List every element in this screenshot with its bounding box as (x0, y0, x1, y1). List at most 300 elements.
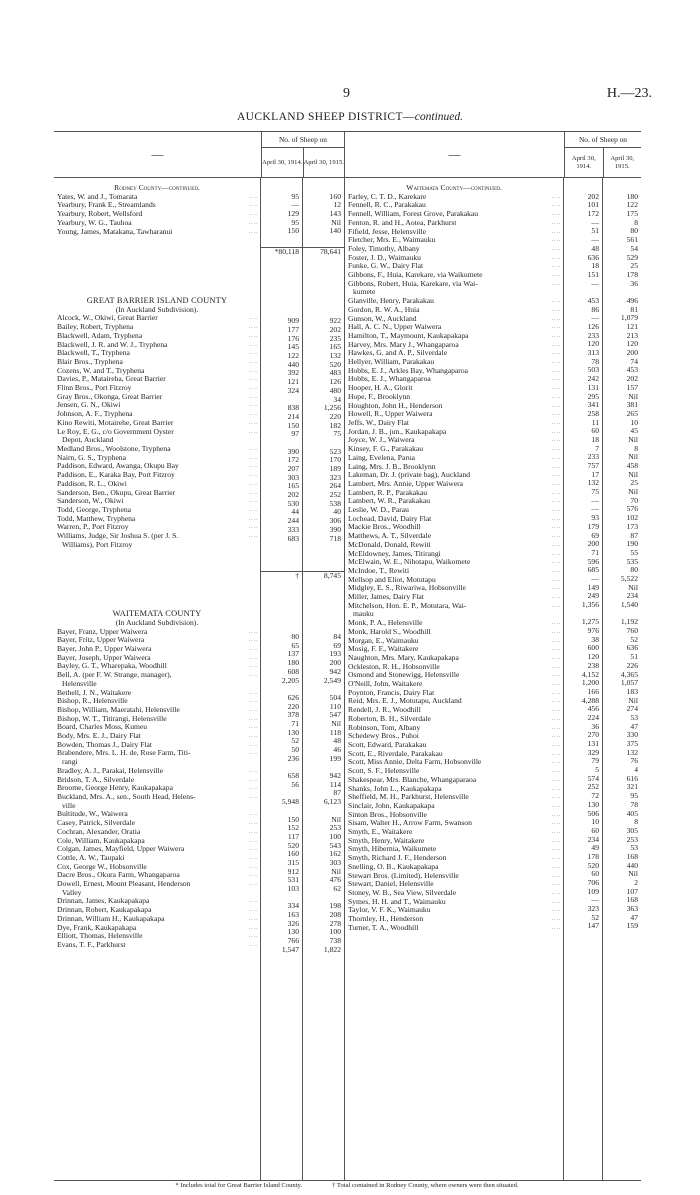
table-row (54, 506, 260, 515)
sheep-1915: 51 (630, 652, 638, 662)
owner-name: Smyth, Henry, Waitakere (348, 836, 425, 845)
county-heading: Rodney County—continued. (114, 183, 200, 192)
owner-name: Sinclair, John, Kaukapakapa (348, 801, 435, 810)
sheep-1915: 738 (329, 936, 341, 946)
sheep-1915: 189 (329, 464, 341, 473)
footnote-dagger: † Total contained in Rodney County, where owners were then situated. (332, 1182, 519, 1189)
sheep-1914: 238 (587, 660, 599, 670)
sheep-1915: 74 (630, 356, 638, 366)
spacer (303, 274, 344, 283)
sheep-1915: 440 (626, 860, 638, 870)
sheep-count-header: No. of Sheep on (565, 132, 641, 148)
spacer (303, 265, 344, 274)
sheep-1915: 157 (626, 382, 638, 392)
owner-name: Roberton, B. H., Silverdale (348, 714, 431, 723)
leader-dots: .. .. (248, 532, 257, 540)
leader-dots: .. .. (551, 749, 560, 757)
owner-name: Evans, T. F., Parkhurst (57, 940, 126, 949)
table-row (345, 489, 563, 498)
leader-dots: .. .. (551, 897, 560, 905)
sheep-1914 (261, 543, 302, 552)
sheep-1915: 80 (630, 226, 638, 236)
owner-name: Bayer, Fritz, Upper Waiwera (57, 636, 145, 645)
sheep-1915: 330 (626, 730, 638, 740)
table-row (345, 402, 563, 411)
table-row (345, 471, 563, 480)
sheep-1915: 121 (626, 322, 638, 331)
sheep-1915: 126 (329, 377, 341, 387)
sheep-1915: 47 (630, 912, 638, 922)
leader-dots: .. .. (551, 271, 560, 279)
sheep-1915: 6,123 (323, 797, 341, 807)
sheep-1914: 324 (287, 385, 299, 395)
owner-name: Bishop, W. T., Titirangi, Helensville (57, 714, 167, 723)
owner-name: Cottle, A. W., Taupaki (57, 853, 125, 862)
spacer (303, 598, 344, 607)
sheep-1914: 636 (587, 252, 599, 262)
leader-dots: .. .. (551, 645, 560, 653)
owner-name: McEldowney, James, Titirangi (348, 549, 441, 558)
sheep-1915: 561 (626, 235, 638, 245)
sheep-1914: 149 (587, 582, 599, 592)
table-row (345, 637, 563, 646)
sheep-1915: 323 (329, 472, 341, 482)
owner-name: Lambert, Mrs. Annie, Upper Waiwera (348, 479, 464, 488)
owner-name: Flinn Bros., Port Fitzroy (57, 384, 132, 393)
sheep-count-header: No. of Sheep on (262, 132, 344, 148)
sheep-1914: 757 (587, 461, 599, 470)
leader-dots: .. .. (248, 227, 257, 235)
sheep-1915: 8 (634, 817, 638, 827)
table-row (54, 428, 260, 437)
sheep-1914: 313 (587, 348, 599, 358)
owner-name: Hamilton, T., Maymount, Kaukapakapa (348, 331, 469, 340)
owner-name: Hooper, H. A., Glorit (348, 384, 413, 393)
sheep-1915: 175 (626, 209, 638, 219)
sheep-1914: 150 (287, 420, 299, 430)
sheep-1915: 538 (329, 498, 341, 508)
leader-dots: .. .. (551, 445, 560, 453)
leader-dots: .. .. (551, 436, 560, 444)
owner-name: Sanderson, W., Okiwi (57, 497, 124, 506)
sheep-1914: 145 (287, 342, 299, 352)
table-row (54, 932, 260, 941)
sheep-1915: 75 (333, 429, 341, 439)
sheep-1915: 132 (626, 747, 638, 757)
table-row (345, 724, 563, 733)
leader-dots: .. .. (551, 775, 560, 783)
sheep-1915: 25 (630, 261, 638, 271)
spacer (261, 274, 302, 283)
sheep-1915: Nil (628, 452, 638, 462)
sheep-1915: 2 (634, 878, 638, 887)
owner-name: Thornley, H., Henderson (348, 915, 424, 924)
leader-dots: .. .. (551, 923, 560, 931)
owner-name: Buckland, Mrs. A., sen., South Head, Helens- (57, 793, 196, 801)
owner-name: Gibbons, F., Huia, Karekare, via Waikumete (348, 271, 483, 280)
sheep-1914: 72 (591, 791, 599, 801)
sheep-1914: 65 (291, 640, 299, 650)
sheep-1914: 109 (587, 886, 599, 896)
sheep-1914: 249 (587, 591, 599, 601)
sheep-1914: 200 (587, 539, 599, 549)
leader-dots: .. .. (551, 497, 560, 505)
sheep-1914: 78 (591, 356, 599, 366)
leader-dots: .. .. (248, 418, 257, 426)
sheep-1914: 242 (587, 374, 599, 384)
sheep-1915: 480 (329, 385, 341, 395)
leader-dots: .. .. (248, 793, 257, 800)
leader-dots: .. .. (248, 192, 257, 200)
sheep-1914: 176 (287, 333, 299, 343)
sheep-1915: Nil (331, 866, 341, 876)
sheep-1914: 129 (287, 209, 299, 219)
spacer (303, 552, 344, 561)
leader-dots: .. .. (551, 915, 560, 923)
owner-name: Midgley, E. S., Riwariwa, Hobsonville (348, 584, 466, 593)
sheep-1914: 608 (287, 666, 299, 676)
owner-name: Kino Rewiti, Motairehe, Great Barrier (57, 418, 174, 427)
sheep-1915: Nil (628, 487, 638, 497)
owner-name: Lambert, R. P., Parakakau (348, 488, 428, 497)
spacer (261, 291, 302, 300)
sheep-1914: 151 (587, 269, 599, 279)
year-1914-header: April 30, 1914. (262, 158, 303, 166)
sheep-1915: 208 (329, 910, 341, 920)
spacer (303, 257, 344, 266)
owner-name: Sinton Bros., Hobsonville (348, 810, 427, 819)
sheep-1915: Nil (628, 869, 638, 879)
sheep-1915: 543 (329, 840, 341, 850)
owner-name: mauku (353, 610, 374, 619)
owner-name: Fennell, William, Forest Grove, Parakakau (348, 210, 479, 219)
leader-dots: .. .. (551, 366, 560, 374)
table-row (54, 924, 260, 933)
owner-name: Foley, Timothy, Albany (348, 244, 420, 253)
sheep-1914: 18 (591, 434, 599, 444)
sheep-1915: 274 (626, 704, 638, 714)
table-row (345, 532, 563, 541)
right-table (344, 131, 641, 1181)
title-main: AUCKLAND SHEEP DISTRICT— (236, 111, 415, 123)
owner-name: Blackwell, Adam, Tryphena (57, 331, 143, 340)
sheep-1915: 458 (626, 461, 638, 470)
sheep-1914: 101 (587, 200, 599, 210)
owner-name: Depot, Auckland (62, 436, 114, 445)
owner-name: Snelling, O. B., Kaukapakapa (348, 862, 439, 871)
owner-name: Laing, Evelena, Parua (348, 453, 416, 462)
leader-dots: .. .. (551, 619, 560, 627)
owner-name: Hawkes, G. and A. P., Silverdale (348, 349, 448, 358)
sheep-1914: 838 (287, 403, 299, 413)
leader-dots: .. .. (551, 506, 560, 514)
table-row (54, 210, 260, 219)
leader-dots: .. .. (551, 384, 560, 392)
table-row (345, 915, 563, 924)
subdivision-label: (In Auckland Subdivision). (115, 617, 199, 627)
table-row (54, 489, 260, 498)
sheep-1915: Nil (331, 217, 341, 227)
table-row (345, 201, 563, 210)
leader-dots: .. .. (248, 714, 257, 722)
owner-name: Shanks, John L., Kaukapakapa (348, 784, 442, 793)
table-row (345, 776, 563, 785)
sheep-1915: 453 (626, 365, 638, 375)
sheep-1914: 233 (587, 452, 599, 462)
leader-dots: .. .. (551, 819, 560, 827)
owner-name: O'Neill, John, Waitakere (348, 680, 423, 689)
table-row (345, 349, 563, 358)
leader-dots: .. .. (551, 801, 560, 809)
table-row (345, 515, 563, 524)
sheep-1914: 303 (287, 472, 299, 482)
table-row (54, 802, 260, 811)
leader-dots: .. .. (248, 923, 257, 931)
footnotes (54, 1182, 640, 1189)
leader-dots: .. .. (248, 671, 257, 679)
sheep-1914: 172 (587, 209, 599, 219)
sheep-1915: 922 (329, 316, 341, 326)
table-row (54, 341, 260, 350)
sheep-1915: 636 (626, 643, 638, 653)
sheep-1914: — (591, 313, 599, 323)
total-1914: *80,118 (261, 247, 302, 257)
leader-dots: .. .. (551, 697, 560, 705)
leader-dots: .. .. (248, 340, 257, 348)
sheep-1914: 97 (291, 429, 299, 439)
leader-dots: .. .. (551, 653, 560, 661)
sheep-1914: 130 (587, 799, 599, 809)
leader-dots: .. .. (248, 740, 257, 748)
table-row (54, 837, 260, 846)
spacer (54, 558, 260, 567)
leader-dots: .. .. (551, 479, 560, 487)
owner-name: Scott, Edward, Parakakau (348, 741, 427, 749)
owner-name: Gray Bros., Okonga, Great Barrier (57, 392, 163, 401)
leader-dots: .. .. (551, 523, 560, 531)
sheep-1914: 130 (287, 727, 299, 737)
sheep-1914: 103 (287, 884, 299, 893)
owner-name: Williams, Judge, Sir Joshua S. (per J. S. (57, 532, 179, 541)
sheep-1914: 7 (595, 443, 599, 453)
sheep-1915: 278 (329, 918, 341, 928)
sheep-1914: — (591, 235, 599, 245)
leader-dots: .. .. (248, 488, 257, 496)
sheep-1915: 200 (329, 658, 341, 668)
table-row (54, 819, 260, 828)
table-row (345, 732, 563, 741)
table-row (54, 863, 260, 872)
sheep-1915: 8 (634, 443, 638, 453)
sheep-1915: 504 (329, 692, 341, 702)
owner-name: Board, Charles Moss, Kumeu (57, 723, 148, 732)
owner-name: Smyth, E., Waitakere (348, 828, 413, 837)
table-row (345, 706, 563, 715)
table-row (345, 750, 563, 759)
sheep-1915: 107 (626, 886, 638, 896)
table-row (345, 497, 563, 506)
sheep-1915: 616 (626, 773, 638, 783)
sheep-1914: 44 (291, 507, 299, 517)
sheep-1915: 183 (626, 686, 638, 696)
leader-dots: .. .. (551, 349, 560, 357)
leader-dots: .. .. (551, 793, 560, 801)
sheep-1915: 5,522 (620, 573, 638, 583)
table-row (345, 219, 563, 228)
leader-dots: .. .. (551, 514, 560, 522)
sheep-1914: 93 (591, 513, 599, 523)
owner-name: Mitchelson, Hon. E. P., Motutara, Wai- (348, 601, 467, 610)
owner-name: Bowden, Thomas J., Dairy Flat (57, 740, 152, 749)
leader-dots: .. .. (551, 566, 560, 574)
leader-dots: .. .. (551, 662, 560, 670)
table-row (345, 463, 563, 472)
table-row (345, 410, 563, 419)
owner-name: Sheffield, M. H., Parkhurst, Helensville (348, 793, 469, 802)
sheep-1914: 38 (591, 634, 599, 644)
sheep-1915: 143 (329, 209, 341, 219)
table-row (54, 436, 260, 445)
owner-name: Davies, P., Mataireha, Great Barrier (57, 375, 166, 384)
owner-column-header: — (345, 132, 565, 177)
sheep-1914: 36 (591, 721, 599, 731)
owner-name: Bayer, John P., Upper Waiwera (57, 645, 152, 654)
leader-dots: .. .. (248, 914, 257, 922)
sheep-1915: 264 (329, 481, 341, 491)
sheep-1915: 253 (329, 823, 341, 833)
table-row (345, 454, 563, 463)
table-row (345, 837, 563, 846)
owner-name: Fennell, R. C., Parakakau (348, 201, 426, 210)
table-row (54, 636, 260, 645)
table-row (54, 645, 260, 654)
spacer (54, 567, 260, 576)
sheep-1914: 49 (591, 843, 599, 853)
sheep-1914: 244 (287, 516, 299, 526)
table-row (345, 367, 563, 376)
owner-name: Fifield, Jesse, Helensville (348, 227, 427, 236)
table-row (345, 811, 563, 820)
table-row (345, 315, 563, 324)
spacer (303, 616, 344, 625)
sheep-1914: 52 (591, 912, 599, 922)
table-row (54, 941, 260, 950)
spacer (54, 280, 260, 289)
table-row (54, 445, 260, 454)
leader-dots: .. .. (551, 688, 560, 696)
sheep-1915: 213 (626, 330, 638, 340)
sheep-1914: 60 (591, 426, 599, 436)
leader-dots: .. .. (551, 636, 560, 644)
table-row (54, 889, 260, 898)
sheep-1914: 147 (587, 921, 599, 931)
sheep-1914: 120 (587, 339, 599, 349)
sheep-1914: 137 (287, 649, 299, 659)
sheep-1914: 1,356 (581, 600, 599, 609)
table-row (345, 375, 563, 384)
leader-dots: .. .. (248, 932, 257, 940)
sheep-1914: 17 (591, 469, 599, 479)
owner-name: Bailey, Robert, Tryphena (57, 323, 134, 332)
owner-name: Hope, F., Brooklynn (348, 392, 411, 401)
sheep-1915: 40 (333, 507, 341, 517)
table-row (345, 297, 563, 306)
sheep-1915: 170 (329, 455, 341, 465)
sheep-1914: 626 (287, 692, 299, 702)
table-row (54, 915, 260, 924)
sheep-1915: 483 (329, 368, 341, 378)
table-row (54, 732, 260, 741)
leader-dots: .. .. (248, 444, 257, 452)
left-table-head (54, 132, 344, 178)
leader-dots: .. .. (551, 471, 560, 479)
spacer (261, 265, 302, 274)
leader-dots: .. .. (551, 418, 560, 426)
leader-dots: .. .. (248, 505, 257, 513)
sheep-1914: 166 (587, 686, 599, 696)
sheep-1915: 253 (626, 834, 638, 844)
owner-name: Medland Bros., Woolstone, Tryphena (57, 444, 171, 453)
table-row (54, 349, 260, 358)
owner-name: Bayer, Franz, Upper Waiwera (57, 627, 148, 636)
leader-dots: .. .. (248, 819, 257, 827)
sheep-1914: 341 (587, 400, 599, 410)
spacer (261, 561, 302, 570)
leader-dots: .. .. (248, 853, 257, 861)
sheep-1914: 909 (287, 316, 299, 326)
owner-name: Matthews, A. T., Silverdale (348, 532, 432, 541)
owner-name: Lambert, W. R., Parakakau (348, 497, 431, 506)
owner-name: Drinnan, William H., Kaukapakapa (57, 914, 165, 923)
leader-dots: .. .. (551, 627, 560, 635)
leader-dots: .. .. (248, 732, 257, 740)
leader-dots: .. .. (551, 192, 560, 200)
owner-name: Hobbs, E. J., Whangaparoa (348, 375, 431, 384)
sheep-1915: 190 (626, 539, 638, 549)
table-row (345, 758, 563, 767)
sheep-1915: 1,822 (323, 944, 341, 954)
leader-dots: .. .. (248, 523, 257, 531)
owner-name: Alcock, W., Okiwi, Great Barrier (57, 314, 158, 323)
sheep-1914: — (591, 895, 599, 905)
owner-name: Sisam, Walter H., Arrow Farm, Swanson (348, 819, 472, 828)
leader-dots: .. .. (248, 775, 257, 783)
table-row (345, 271, 563, 280)
leader-dots: .. .. (248, 514, 257, 522)
leader-dots: .. .. (248, 662, 257, 670)
sheep-1915: 1,540 (620, 600, 638, 609)
table-row (345, 872, 563, 881)
leader-dots: .. .. (551, 784, 560, 792)
leader-dots: .. .. (248, 688, 257, 696)
leader-dots: .. .. (248, 392, 257, 400)
owner-name: Yates, W. and J., Tomarata (57, 192, 138, 201)
spacer (54, 584, 260, 593)
owner-name: Robinson, Tom, Albany (348, 723, 421, 732)
spacer (261, 257, 302, 266)
sheep-1915: 159 (626, 921, 638, 931)
table-row (54, 810, 260, 819)
leader-dots: .. .. (248, 323, 257, 331)
sheep-1915: 54 (630, 243, 638, 253)
sheep-1915: 87 (333, 788, 341, 798)
sheep-1914: 252 (587, 782, 599, 792)
table-row (345, 323, 563, 332)
leader-dots: .. .. (248, 210, 257, 218)
sheep-1914: 131 (587, 739, 599, 748)
table-row (345, 880, 563, 889)
owner-name: Monk, P. A., Helensville (348, 619, 423, 628)
